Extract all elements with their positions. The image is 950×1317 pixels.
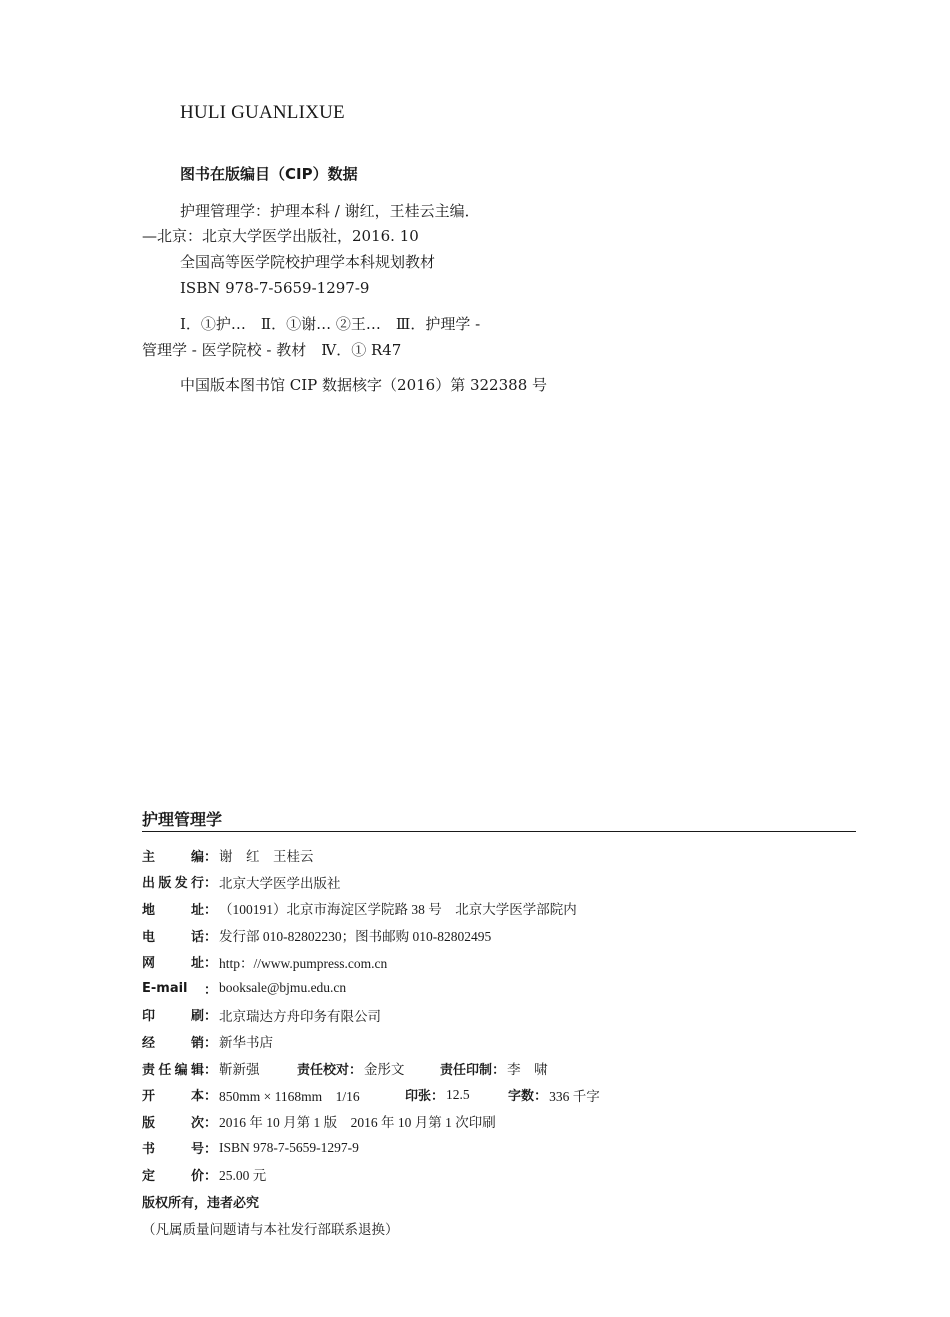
isbn-label: 书号 xyxy=(142,1142,204,1158)
sheets-value: 12.5 xyxy=(446,1086,470,1102)
printer-value: 北京瑞达方舟印务有限公司 xyxy=(219,1008,382,1024)
email-value: booksale@bjmu.edu.cn xyxy=(219,980,347,996)
info-row-isbn: 书号 ： ISBN 978-7-5659-1297-9 xyxy=(142,1139,359,1158)
info-row-web: 网址 ： http：//www.pumpress.com.cn xyxy=(142,948,600,975)
info-row-editor: 主编 ： 谢 红 王桂云 xyxy=(142,842,600,869)
publication-info xyxy=(142,842,600,1241)
info-row-return xyxy=(142,1214,600,1241)
format-label: 开本 xyxy=(142,1089,204,1105)
info-row-price: 定价 ： 25.00 元 xyxy=(142,1161,600,1188)
resp-proof-value: 金彤文 xyxy=(364,1062,405,1078)
cip-line-title: 护理管理学：护理本科 / 谢红，王桂云主编． xyxy=(180,202,480,220)
publisher-label: 出版发行 xyxy=(142,876,204,892)
web-value: http：//www.pumpress.com.cn xyxy=(219,955,388,971)
editor-value: 谢 红 王桂云 xyxy=(219,849,314,865)
cip-line-isbn: ISBN 978-7-5659-1297-9 xyxy=(180,279,370,297)
cip-line-subjects-cont: 管理学 - 医学院校 - 教材 Ⅳ．① R47 xyxy=(142,341,402,359)
info-row-responsibility: 责任编辑 ： 靳新强 责任校对 ： 金彤文 责任印制 ： 李 啸 xyxy=(142,1055,600,1082)
rights-notice: 版权所有，违者必究 xyxy=(142,1195,260,1211)
cip-heading: 图书在版编目（CIP）数据 xyxy=(180,165,358,183)
cip-line-publisher: —北京：北京大学医学出版社，2016. 10 xyxy=(142,227,419,245)
distributor-label: 经销 xyxy=(142,1035,204,1051)
format-value: 850mm × 1168mm 1/16 xyxy=(219,1088,360,1104)
cip-line-series: 全国高等医学院校护理学本科规划教材 xyxy=(180,253,436,271)
price-value: 25.00 元 xyxy=(219,1168,267,1184)
resp-print-value: 李 啸 xyxy=(507,1062,548,1078)
edition-label: 版次 xyxy=(142,1115,204,1131)
price-label: 定价 xyxy=(142,1168,204,1184)
sheets-label: 印张 xyxy=(405,1089,432,1105)
info-row-address: 地址 ： （100191）北京市海淀区学院路 38 号 北京大学医学部院内 xyxy=(142,895,600,922)
email-label: E-mail xyxy=(142,980,188,996)
info-row-email: E-mail ： booksale@bjmu.edu.cn xyxy=(142,980,347,998)
address-label: 地址 xyxy=(142,902,204,918)
info-row-phone: 电话 ： 发行部 010-82802230；图书邮购 010-82802495 xyxy=(142,922,600,949)
info-row-printer: 印刷 ： 北京瑞达方舟印务有限公司 xyxy=(142,1002,600,1029)
resp-print-label: 责任印制 xyxy=(440,1062,493,1078)
editor-label: 主编 xyxy=(142,849,204,865)
cip-line-subjects: Ⅰ．①护… Ⅱ．①谢… ②王… Ⅲ．护理学 - xyxy=(180,315,481,333)
info-row-distributor: 经销 ： 新华书店 xyxy=(142,1028,600,1055)
book-title: 护理管理学 xyxy=(142,810,223,829)
pinyin-title: HULI GUANLIXUE xyxy=(180,102,345,123)
info-row-format: 开本 ： 850mm × 1168mm 1/16 印张 ： 12.5 字数 ： 336 千字 xyxy=(142,1086,600,1105)
printer-label: 印刷 xyxy=(142,1009,204,1025)
words-value: 336 千字 xyxy=(549,1088,600,1104)
cip-line-record: 中国版本图书馆 CIP 数据核字（2016）第 322388 号 xyxy=(180,376,548,394)
edition-value: 2016 年 10 月第 1 版 2016 年 10 月第 1 次印刷 xyxy=(219,1115,496,1131)
resp-editor-value: 靳新强 xyxy=(219,1062,260,1078)
info-row-edition: 版次 ： 2016 年 10 月第 1 版 2016 年 10 月第 1 次印刷 xyxy=(142,1108,600,1135)
info-row-publisher: 出版发行 ： 北京大学医学出版社 xyxy=(142,869,600,896)
web-label: 网址 xyxy=(142,956,204,972)
address-value: （100191）北京市海淀区学院路 38 号 北京大学医学部院内 xyxy=(219,902,577,918)
info-row-rights xyxy=(142,1188,600,1215)
isbn-value: ISBN 978-7-5659-1297-9 xyxy=(219,1139,359,1155)
distributor-value: 新华书店 xyxy=(219,1035,274,1051)
resp-editor-label: 责任编辑 xyxy=(142,1062,204,1078)
return-note: （凡属质量问题请与本社发行部联系退换） xyxy=(142,1221,399,1237)
resp-proof-label: 责任校对 xyxy=(297,1062,350,1078)
phone-value: 发行部 010-82802230；图书邮购 010-82802495 xyxy=(219,929,492,945)
phone-label: 电话 xyxy=(142,929,204,945)
publisher-value: 北京大学医学出版社 xyxy=(219,875,341,891)
title-rule xyxy=(142,831,856,832)
words-label: 字数 xyxy=(508,1089,535,1105)
